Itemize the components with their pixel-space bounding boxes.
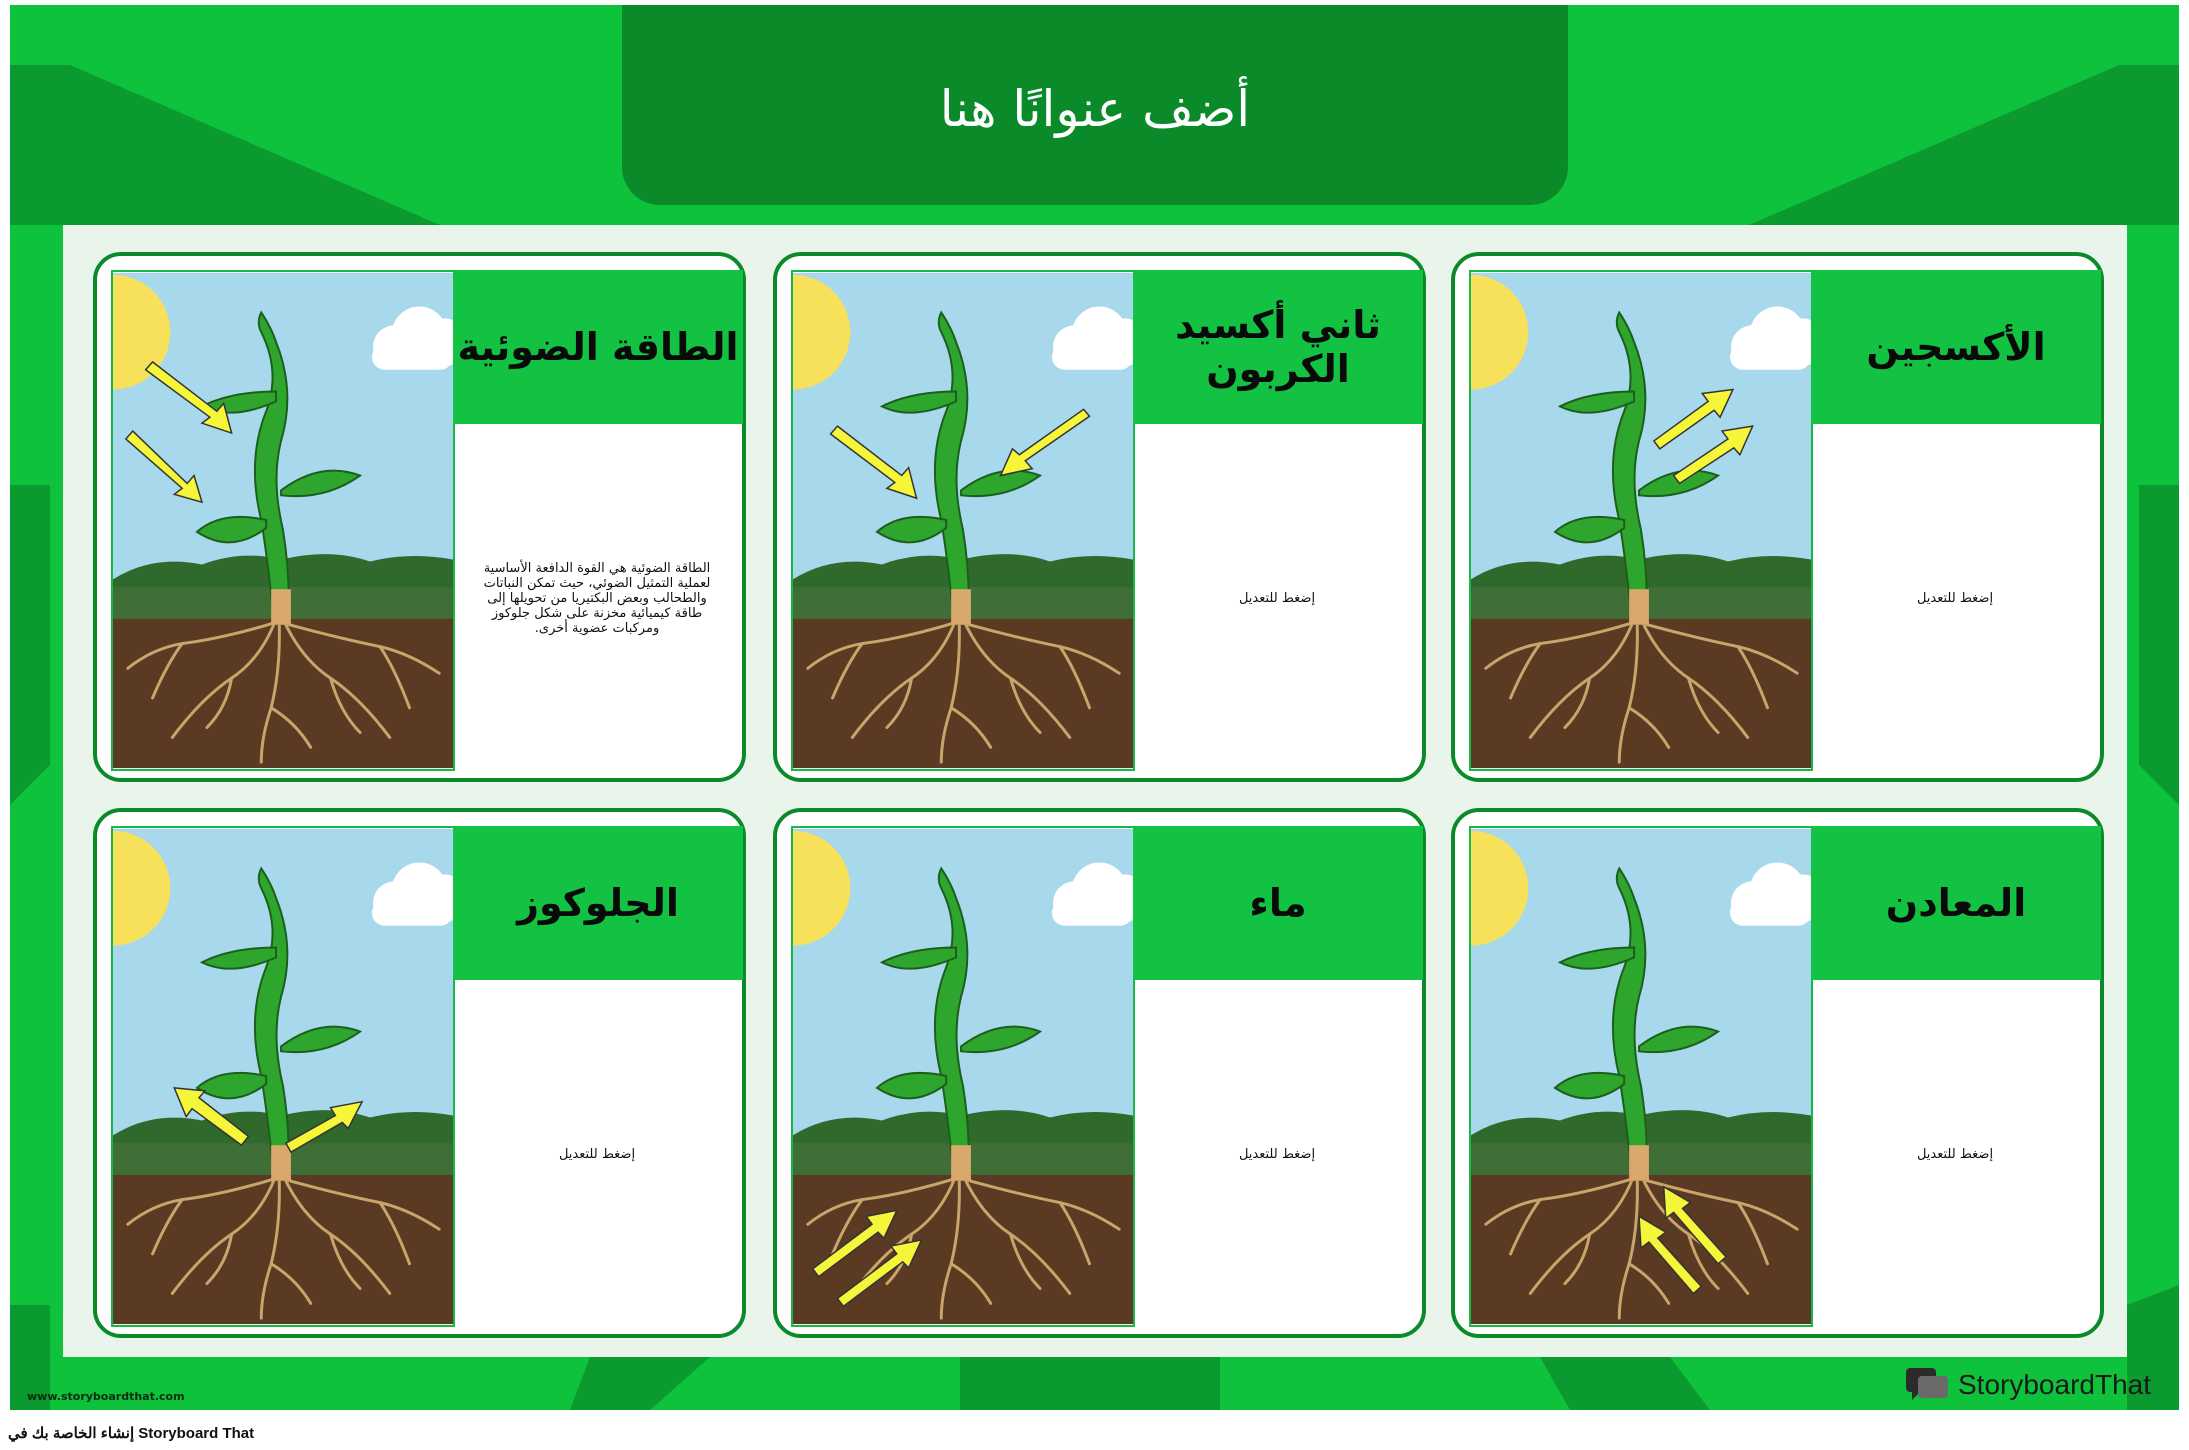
- card-water[interactable]: [773, 808, 1426, 1338]
- plant-illustration: [791, 270, 1135, 771]
- card-label[interactable]: الجلوكوز: [517, 881, 679, 925]
- footer-url: www.storyboardthat.com: [27, 1390, 185, 1403]
- card-description[interactable]: إضغط للتعديل: [558, 1147, 636, 1162]
- card-label[interactable]: ثاني أكسيد الكربون: [1175, 303, 1381, 391]
- poster-title[interactable]: أضف عنوانًا هنا: [939, 80, 1251, 138]
- card-description[interactable]: إضغط للتعديل: [1916, 1147, 1994, 1162]
- plant-illustration: [791, 826, 1135, 1327]
- card-light-energy[interactable]: [93, 252, 746, 782]
- brand-name: StoryboardThat: [1958, 1369, 2151, 1400]
- card-description[interactable]: إضغط للتعديل: [1238, 1147, 1316, 1162]
- card-minerals[interactable]: [1451, 808, 2104, 1338]
- card-label[interactable]: ماء: [1249, 881, 1307, 925]
- poster: [10, 5, 2179, 1410]
- plant-illustration: [1469, 270, 1813, 771]
- logo-icon: [1906, 1368, 1950, 1402]
- card-description[interactable]: إضغط للتعديل: [1238, 591, 1316, 606]
- card-description[interactable]: إضغط للتعديل: [1916, 591, 1994, 606]
- card-label[interactable]: المعادن: [1885, 881, 2027, 925]
- card-label[interactable]: الأكسجين: [1866, 325, 2046, 369]
- plant-illustration: [111, 826, 455, 1327]
- card-glucose[interactable]: [93, 808, 746, 1338]
- plant-illustration: [111, 270, 455, 771]
- card-oxygen[interactable]: [1451, 252, 2104, 782]
- card-description[interactable]: الطاقة الضوئية هي القوة الدافعة الأساسية لعملية التمثيل الضوئي، حيث تمكن النباتات والطحالب وبعض البكتيريا من تحويلها إلى طاقة كيميائية مخزنة على شكل جلوكوز ومركبات عضوية أخرى.: [483, 561, 711, 636]
- storyboardthat-logo: [1906, 1367, 2151, 1403]
- credit-line[interactable]: إنشاء الخاصة بك في Storyboard That: [8, 1425, 255, 1442]
- card-label[interactable]: الطاقة الضوئية: [457, 325, 739, 369]
- plant-illustration: [1469, 826, 1813, 1327]
- card-carbon-dioxide[interactable]: [773, 252, 1426, 782]
